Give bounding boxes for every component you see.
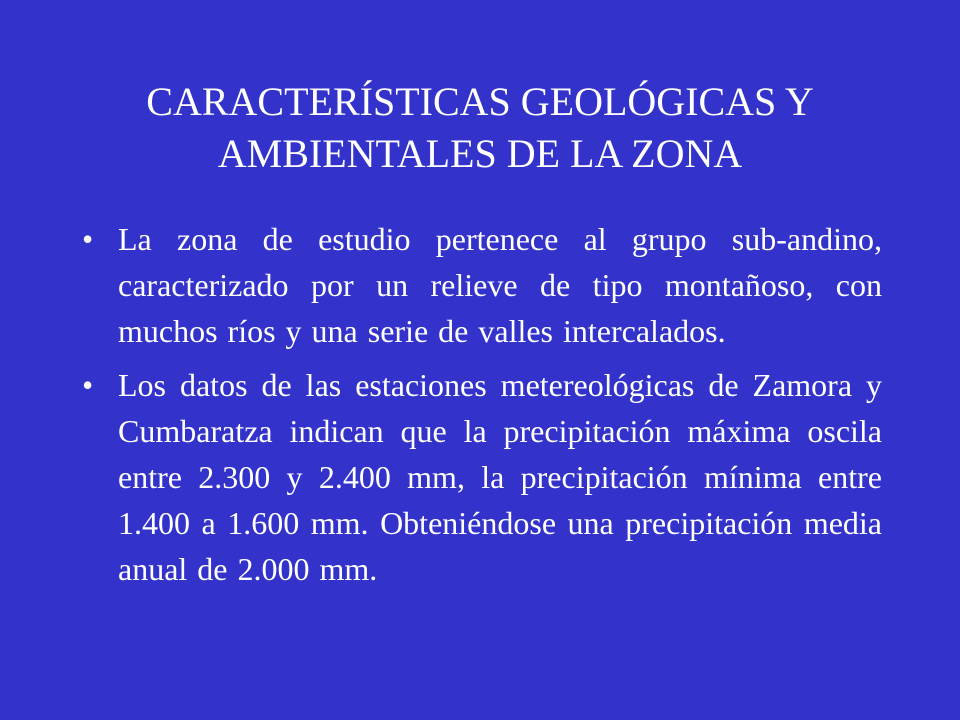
bullet-text: La zona de estudio pertenece al grupo sub-andino, caracterizado por un relieve de tipo montañoso, con muchos ríos y una serie de valles intercalados. xyxy=(118,221,882,349)
bullet-icon: • xyxy=(82,221,94,257)
slide-title: CARACTERÍSTICAS GEOLÓGICAS Y AMBIENTALES DE LA ZONA xyxy=(146,79,814,176)
bullet-icon: • xyxy=(82,367,94,403)
bullet-item xyxy=(82,216,882,354)
bullet-list xyxy=(82,216,882,600)
bullet-item xyxy=(82,362,882,592)
bullet-text: Los datos de las estaciones metereológicas de Zamora y Cumbaratza indican que la precipitación máxima oscila entre 2.300 y 2.400 mm, la precipitación mínima entre 1.400 a 1.600 mm. Obteniéndose una precipitación media anual de 2.000 mm. xyxy=(118,367,882,587)
